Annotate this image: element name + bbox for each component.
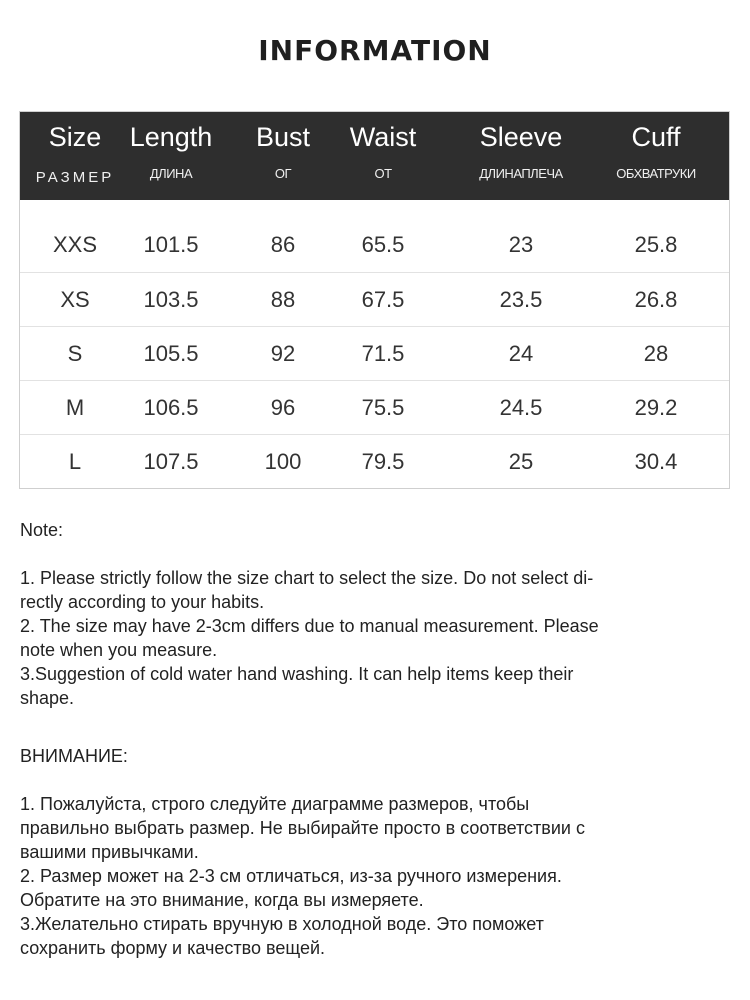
cell-size: XXS <box>52 232 98 257</box>
cell-waist: 67.5 <box>361 287 405 312</box>
cell-cuff: 29.2 <box>634 395 678 420</box>
cell-waist: 79.5 <box>361 449 405 474</box>
size-chart-table <box>19 111 730 489</box>
header-waist <box>332 112 434 200</box>
note-line: 1. Пожалуйста, строго следуйте диаграмме размеров, чтобы <box>20 794 530 814</box>
header-cuff-en: Cuff <box>631 122 681 152</box>
header-sleeve-en: Sleeve <box>479 122 563 152</box>
cell-bust: 86 <box>270 232 296 257</box>
note-line: 2. Размер может на 2-3 см отличаться, из-за ручного измерения. <box>20 866 562 886</box>
cell-bust: 96 <box>270 395 296 420</box>
cell-cuff: 25.8 <box>634 232 678 257</box>
cell-waist: 71.5 <box>361 341 405 366</box>
table-row <box>20 326 729 380</box>
cell-length: 101.5 <box>143 232 199 257</box>
cell-length: 105.5 <box>143 341 199 366</box>
header-sleeve <box>450 112 592 200</box>
header-size <box>20 112 130 200</box>
header-cuff <box>590 112 722 200</box>
cell-cuff: 26.8 <box>634 287 678 312</box>
note-heading-en: Note: <box>20 520 64 540</box>
cell-bust: 88 <box>270 287 296 312</box>
note-line: Обратите на это внимание, когда вы измеряете. <box>20 890 424 910</box>
table-row <box>20 272 729 326</box>
table-header <box>20 112 729 200</box>
page-title: INFORMATION <box>258 34 492 67</box>
cell-size: L <box>68 449 82 474</box>
cell-waist: 65.5 <box>361 232 405 257</box>
header-size-en: Size <box>48 122 102 152</box>
cell-bust: 100 <box>264 449 302 474</box>
note-line: вашими привычками. <box>20 842 199 862</box>
header-length-en: Length <box>129 122 213 152</box>
cell-size: M <box>65 395 85 420</box>
cell-sleeve: 23.5 <box>499 287 543 312</box>
notes-section <box>20 518 720 960</box>
note-line: 3.Желательно стирать вручную в холодной воде. Это поможет <box>20 914 544 934</box>
note-line: shape. <box>20 688 75 708</box>
note-line: note when you measure. <box>20 640 218 660</box>
cell-length: 107.5 <box>143 449 199 474</box>
cell-bust: 92 <box>270 341 296 366</box>
cell-sleeve: 23 <box>508 232 534 257</box>
cell-sleeve: 24.5 <box>499 395 543 420</box>
header-length <box>120 112 222 200</box>
note-line: rectly according to your habits. <box>20 592 265 612</box>
header-waist-en: Waist <box>349 122 417 152</box>
cell-length: 106.5 <box>143 395 199 420</box>
header-length-ru: ДЛИНА <box>149 166 193 181</box>
note-line: 3.Suggestion of cold water hand washing. It can help items keep their <box>20 664 574 684</box>
table-row <box>20 218 729 272</box>
cell-size: S <box>67 341 83 366</box>
header-sleeve-ru: ДЛИНАПЛЕЧА <box>479 166 563 181</box>
header-size-ru: РАЗМЕР <box>35 169 115 186</box>
header-cuff-ru: ОБХВАТРУКИ <box>616 166 696 181</box>
table-row <box>20 434 729 488</box>
table-row <box>20 380 729 434</box>
note-heading-ru: ВНИМАНИЕ: <box>20 746 128 766</box>
header-waist-ru: ОТ <box>374 166 392 181</box>
note-line: 2. The size may have 2-3cm differs due to manual measurement. Please <box>20 616 599 636</box>
cell-size: XS <box>60 287 90 312</box>
cell-waist: 75.5 <box>361 395 405 420</box>
cell-sleeve: 24 <box>508 341 534 366</box>
note-line: правильно выбрать размер. Не выбирайте просто в соответствии с <box>20 818 585 838</box>
cell-cuff: 28 <box>643 341 669 366</box>
header-bust <box>232 112 334 200</box>
note-line: сохранить форму и качество вещей. <box>20 938 326 958</box>
note-line: 1. Please strictly follow the size chart to select the size. Do not select di- <box>20 568 594 588</box>
cell-cuff: 30.4 <box>634 449 678 474</box>
header-bust-en: Bust <box>255 122 311 152</box>
cell-length: 103.5 <box>143 287 199 312</box>
cell-sleeve: 25 <box>508 449 534 474</box>
header-bust-ru: ОГ <box>274 166 292 181</box>
